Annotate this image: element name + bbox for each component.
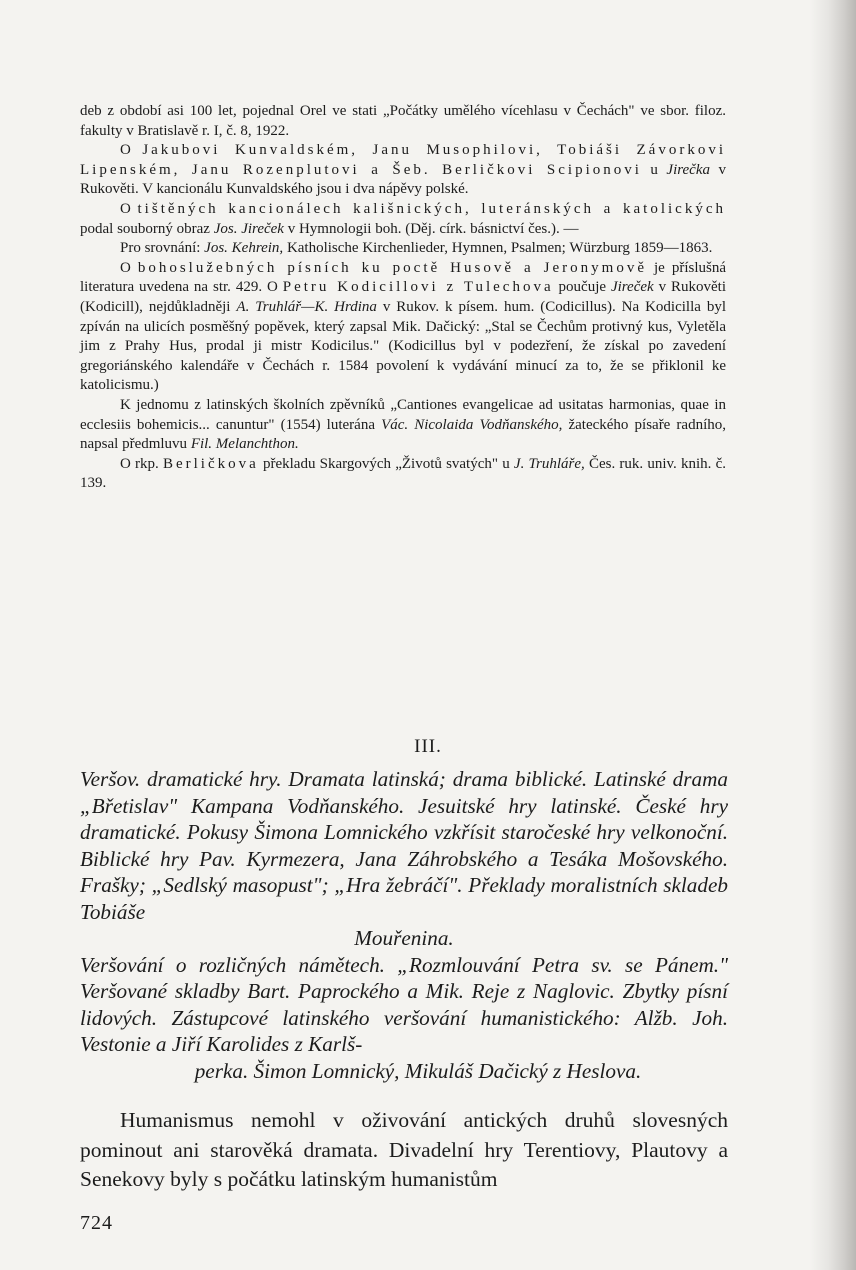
footnote-paragraph (80, 396, 726, 455)
spaced-term: tištěných kancionálech kališnických, luteránských a katolických (137, 200, 726, 217)
footnote-text: u (641, 161, 667, 178)
spaced-names: Berličkova (162, 455, 259, 472)
footnote-text: Pro srovnání: (120, 240, 205, 257)
italic-author: Fil. Melanchthon. (190, 436, 299, 453)
body-text (80, 1106, 728, 1195)
footnote-text: poučuje (553, 279, 611, 296)
footnote-paragraph (80, 259, 726, 396)
spaced-names: Jakubovi Kunvaldském, Janu Musophilovi, Tobiáši Závorkovi Lipenském, Janu Rozenplutovi a Šeb. Berličkovi Scipionovi (80, 142, 726, 178)
footnote-text: v Rukověti (Kodicill), nejdůkladněji (80, 279, 727, 315)
chapter-summary (80, 766, 728, 1084)
footnote-text: podal souborný obraz (80, 220, 214, 237)
italic-author: Jos. Kehrein, (204, 240, 284, 257)
body-paragraph: Humanismus nemohl v oživování antických druhů slovesných pominout ani starověká dramata. Divadelní hry Terentiovy, Plautovy a Senekovy byly s počátku latinským humanistům (80, 1108, 728, 1191)
footnote-text: překladu Skargových „Životů svatých" u (258, 455, 514, 472)
spaced-names: Petru Kodicillovi z Tulechova (282, 279, 554, 296)
footnote-text: v Hymnologii boh. (Děj. círk. básnictví čes.). — (283, 220, 579, 237)
summary-paragraph: Veršování o rozličných námětech. „Rozmlouvání Petra sv. se Pánem." Veršované skladby Bart. Paprockého a Mik. Reje z Naglovic. Zbytky písní lidových. Zástupcové latinského veršování humanistického: Alžb. Joh. Vestonie a Jiří Karolides z Karlš- (80, 952, 728, 1056)
italic-author: Jos. Jireček (213, 220, 284, 237)
italic-author: J. Truhláře, (513, 455, 585, 472)
footnote-text: O (120, 200, 138, 217)
summary-line-end: Mouřenina. (354, 926, 454, 950)
page-edge-shadow (810, 0, 856, 1270)
footnote-paragraph (80, 141, 726, 200)
footnote-text: v Rukov. k písem. hum. (Codicillus). Na Kodicilla byl zpíván na ulicích posměšný popěvek, který zapsal Mik. Dačický: „Stal se Čechům protivný kus, Vyletěla jim z Prahy Hus, prodal ji mistr Kodicilus." (Kodicillus byl v podezření, že získal po zavedení gregoriánského kalendáře v Čechách r. 1584 povolení k vydávání minucí za to, že se přiklonil ke katolicismu.) (80, 298, 726, 394)
footnote-paragraph (80, 200, 726, 239)
footnotes-block (80, 102, 726, 494)
footnote-text: O (120, 259, 138, 276)
footnote-text: O (120, 142, 143, 159)
spaced-term: bohoslužebných písních ku poctě Husově a Jeronymově (137, 259, 647, 276)
footnote-paragraph (80, 102, 726, 141)
footnote-text: deb z období asi 100 let, pojednal Orel ve stati „Počátky umělého vícehlasu v Čechách" ve sbor. filoz. fakulty v Bratislavě r. I, č. 8, 1922. (80, 103, 726, 139)
italic-author: A. Truhlář—K. Hrdina (236, 298, 377, 315)
summary-line-end: perka. Šimon Lomnický, Mikuláš Dačický z Heslova. (194, 1058, 642, 1083)
footnote-text: žateckého písaře radního, napsal předmluvu (80, 416, 727, 453)
footnote-paragraph (80, 455, 726, 494)
italic-author: Vác. Nicolaida Vodňanského, (381, 416, 563, 433)
footnote-text: v Rukověti. V kancionálu Kunvaldského jsou i dva nápěvy polské. (80, 161, 727, 198)
chapter-heading: III. (414, 736, 442, 757)
summary-paragraph: Veršov. dramatické hry. Dramata latinská; drama biblické. Latinské drama „Břetislav" Kampana Vodňanského. Jesuitské hry latinské. České hry dramatické. Pokusy Šimona Lomnického vzkřísit staročeské hry velkonoční. Biblické hry Pav. Kyrmezera, Jana Záhrobského a Tesáka Mošovského. Frašky; „Sedlský masopust"; „Hra žebráčí". Překlady moralistních skladeb Tobiáše (80, 767, 728, 924)
page-number: 724 (80, 1212, 113, 1234)
footnote-text: K jednomu z latinských školních zpěvníků „Cantiones evangelicae ad usitatas harmonias, quae in ecclesiis bohemicis... canuntur" (1554) luterána (80, 396, 726, 433)
footnote-paragraph (80, 239, 726, 259)
italic-author: Jireček (610, 279, 654, 296)
footnote-text: Čes. ruk. univ. knih. č. 139. (80, 455, 727, 492)
footnote-text: Katholische Kirchenlieder, Hymnen, Psalmen; Würzburg 1859—1863. (283, 240, 713, 257)
italic-author: Jirečka (666, 161, 711, 178)
footnote-text: je příslušná literatura uvedena na str. 429. O (80, 259, 726, 296)
footnote-text: O rkp. (120, 455, 163, 472)
